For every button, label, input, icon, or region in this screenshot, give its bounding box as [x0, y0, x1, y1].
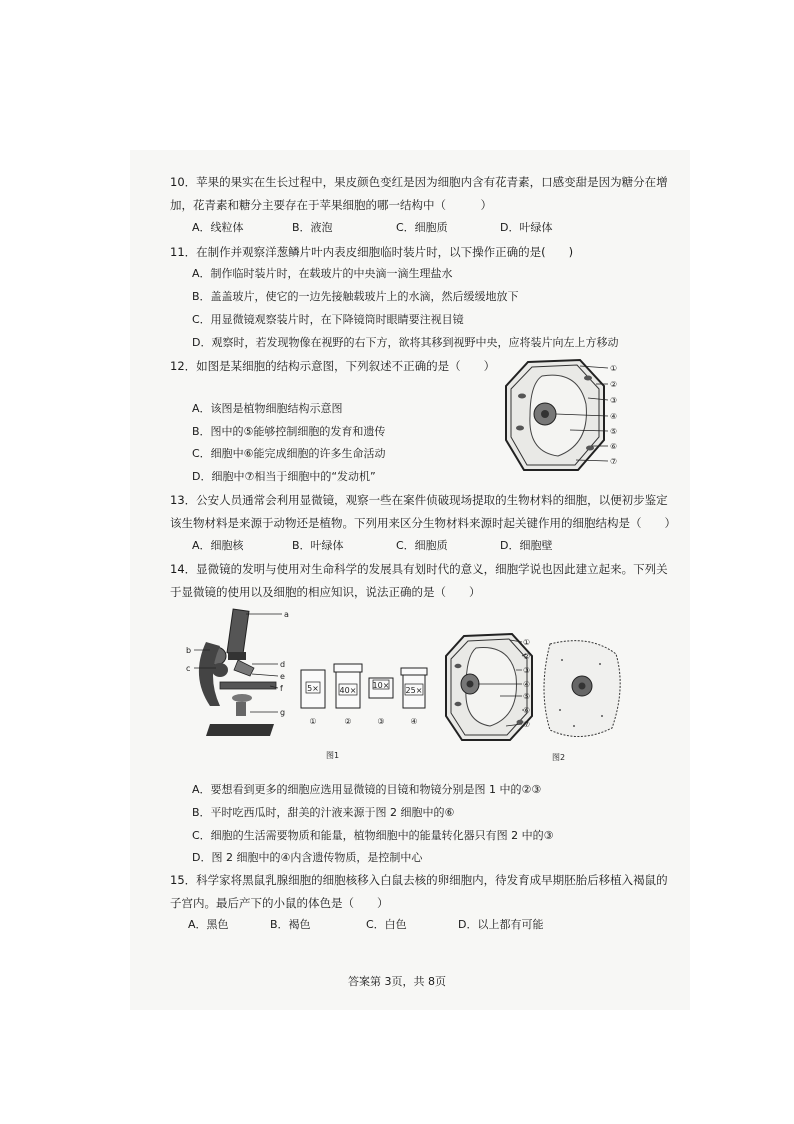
q12-option-c: C．细胞中⑥能完成细胞的许多生命活动 — [192, 447, 386, 460]
q12-label-4: ④ — [610, 412, 618, 421]
q10-option-d: D．叶绿体 — [500, 221, 553, 234]
q14-option-b: B．平时吃西瓜时，甜美的汁液来源于图 2 细胞中的⑥ — [192, 806, 455, 819]
microscope-label-g: g — [280, 708, 286, 717]
fig2-label-4: ④ — [523, 680, 531, 689]
q11-option-b: B．盖盖玻片，使它的一边先接触载玻片上的水滴，然后缓缓地放下 — [192, 290, 519, 303]
q11-stem: 11．在制作并观察洋葱鳞片叶内表皮细胞临时装片时，以下操作正确的是( ) — [170, 245, 574, 259]
q15-option-b: B．褐色 — [270, 918, 311, 931]
lens-2-magnification: 40× — [339, 686, 357, 695]
q15-option-c: C．白色 — [366, 918, 407, 931]
fig2-label-6: ⑥ — [523, 706, 531, 715]
q15-option-a: A．黑色 — [188, 918, 229, 931]
q13-option-d: D．细胞壁 — [500, 539, 553, 552]
q12-label-1: ① — [610, 364, 618, 373]
q13-stem-line2: 该生物材料是来源于动物还是植物。下列用来区分生物材料来源时起关键作用的细胞结构是（ ） — [170, 516, 676, 530]
q11-option-c: C．用显微镜观察装片时，在下降镜筒时眼睛要注视目镜 — [192, 313, 464, 326]
q12-plant-cell-diagram — [500, 356, 630, 476]
page-footer: 答案第 3页，共 8页 — [348, 975, 446, 988]
microscope-label-f: f — [280, 684, 283, 693]
q12-option-a: A．该图是植物细胞结构示意图 — [192, 402, 343, 415]
q10-option-b: B．液泡 — [292, 221, 333, 234]
q15-option-d: D．以上都有可能 — [458, 918, 544, 931]
fig2-label-2: ② — [523, 652, 531, 661]
q13-stem-line1: 13．公安人员通常会利用显微镜，观察一些在案件侦破现场提取的生物材料的细胞，以便初步鉴定 — [170, 493, 668, 507]
q12-option-d: D．细胞中⑦相当于细胞中的“发动机” — [192, 470, 376, 483]
microscope-label-d: d — [280, 660, 286, 669]
q14-fig2-cells-diagram — [440, 630, 630, 770]
q13-option-c: C．细胞质 — [396, 539, 448, 552]
fig2-label-5: ⑤ — [523, 692, 531, 701]
q14-option-a: A．要想看到更多的细胞应选用显微镜的目镜和物镜分别是图 1 中的②③ — [192, 783, 542, 796]
lens-3-number: ③ — [377, 717, 385, 726]
q13-option-a: A．细胞核 — [192, 539, 244, 552]
lens-1-magnification: 5× — [307, 684, 319, 693]
q10-option-c: C．细胞质 — [396, 221, 448, 234]
q15-stem-line1: 15．科学家将黑鼠乳腺细胞的细胞核移入白鼠去核的卵细胞内，待发育成早期胚胎后移植入褐鼠的 — [170, 873, 668, 887]
q14-microscope-diagram — [180, 606, 300, 748]
q13-option-b: B．叶绿体 — [292, 539, 344, 552]
lens-2-number: ② — [344, 717, 352, 726]
lens-1 — [301, 670, 325, 726]
fig1-caption: 图1 — [326, 751, 340, 760]
q14-option-d: D．图 2 细胞中的④内含遗传物质，是控制中心 — [192, 851, 423, 864]
lens-2 — [334, 664, 362, 726]
q14-lens-figure — [298, 660, 438, 766]
microscope-label-e: e — [280, 672, 285, 681]
q12-label-2: ② — [610, 380, 618, 389]
q10-option-a: A．线粒体 — [192, 221, 244, 234]
microscope-label-a: a — [284, 610, 289, 619]
q14-stem-line2: 于显微镜的使用以及细胞的相应知识，说法正确的是（ ） — [170, 585, 481, 599]
q10-stem-line1: 10．苹果的果实在生长过程中，果皮颜色变红是因为细胞内含有花青素，口感变甜是因为糖分在增 — [170, 175, 668, 189]
lens-4-magnification: 25× — [405, 686, 423, 695]
q15-stem-line2: 子宫内。最后产下的小鼠的体色是（ ） — [170, 896, 389, 910]
q14-stem-line1: 14．显微镜的发明与使用对生命科学的发展具有划时代的意义，细胞学说也因此建立起来。下列关 — [170, 562, 668, 576]
fig2-caption: 图2 — [552, 753, 566, 762]
lens-1-number: ① — [309, 717, 317, 726]
q12-label-6: ⑥ — [610, 442, 618, 451]
fig2-label-7: ⑦ — [523, 720, 531, 729]
q12-label-5: ⑤ — [610, 427, 618, 436]
lens-4 — [401, 668, 427, 726]
fig2-label-1: ① — [523, 638, 531, 647]
q12-label-3: ③ — [610, 396, 618, 405]
microscope-label-b: b — [186, 646, 192, 655]
q11-option-d: D．观察时，若发现物像在视野的右下方，欲将其移到视野中央，应将装片向左上方移动 — [192, 336, 619, 349]
q11-option-a: A．制作临时装片时，在载玻片的中央滴一滴生理盐水 — [192, 267, 453, 280]
q10-stem-line2: 加，花青素和糖分主要存在于苹果细胞的哪一结构中（ ） — [170, 198, 492, 212]
microscope-label-c: c — [186, 664, 191, 673]
q12-option-b: B．图中的⑤能够控制细胞的发育和遗传 — [192, 425, 386, 438]
q14-option-c: C．细胞的生活需要物质和能量，植物细胞中的能量转化器只有图 2 中的③ — [192, 829, 554, 842]
lens-3-magnification: 10× — [372, 681, 390, 690]
lens-3 — [369, 678, 393, 726]
q12-label-7: ⑦ — [610, 457, 618, 466]
q12-stem: 12．如图是某细胞的结构示意图，下列叙述不正确的是（ ） — [170, 359, 496, 373]
fig2-label-3: ③ — [523, 666, 531, 675]
lens-4-number: ④ — [410, 717, 418, 726]
